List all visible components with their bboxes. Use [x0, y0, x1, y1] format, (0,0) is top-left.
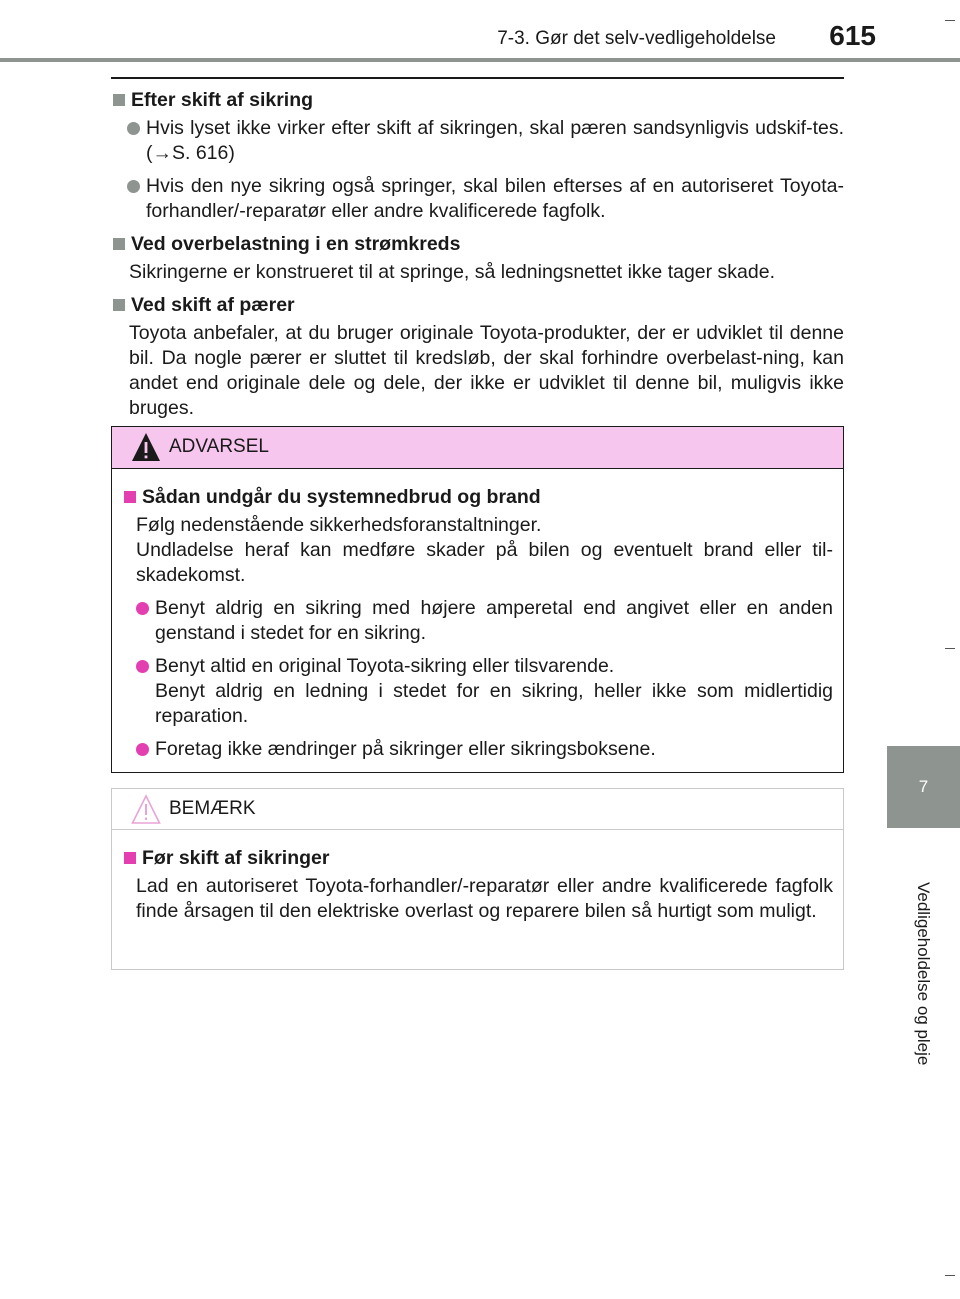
section-heading: Ved skift af pærer [111, 293, 844, 317]
round-bullet-icon [136, 660, 149, 673]
content-top-rule [111, 77, 844, 79]
header-section-title: 7-3. Gør det selv-vedligeholdelse [497, 28, 776, 49]
warning-label: ADVARSEL [169, 436, 269, 457]
crop-mark [945, 20, 955, 21]
warning-text: Undladelse heraf kan medføre skader på bilen og eventuelt brand eller til-skadekomst. [136, 539, 833, 586]
chapter-label: Vedligeholdelse og pleje [914, 882, 933, 1066]
round-bullet-icon [136, 743, 149, 756]
note-heading: Før skift af sikringer [122, 846, 833, 870]
note-body [112, 830, 843, 924]
list-item: Benyt aldrig en sikring med højere amperetal end angivet eller en anden genstand i stedet for en sikring. [136, 596, 833, 646]
note-box [111, 788, 844, 970]
list-item: Foretag ikke ændringer på sikringer eller sikringsboksene. [136, 737, 833, 762]
main-content [111, 88, 844, 429]
warning-text: Følg nedenstående sikkerhedsforanstaltninger. [136, 514, 542, 536]
list-item: Hvis den nye sikring også springer, skal bilen efterses af en autoriseret Toyota-forhandler/-reparatør eller andre kvalificerede fagfolk. [127, 174, 844, 224]
round-bullet-icon [127, 122, 140, 135]
section-heading: Ved overbelastning i en strømkreds [111, 232, 844, 256]
square-bullet-icon [113, 238, 125, 250]
square-bullet-icon [124, 491, 136, 503]
warning-body [112, 469, 843, 762]
chapter-tab[interactable] [887, 746, 960, 828]
note-label: BEMÆRK [169, 798, 256, 819]
section-text: Toyota anbefaler, at du bruger originale Toyota-produkter, der er udviklet til denne bil. Da nogle pærer er sluttet til kredsløb, der skal forhindre overbelast-ning, kan andet end originale dele og dele, der ikke er udviklet til denne bil, muligvis ikke bruges. [129, 322, 844, 419]
list-item: Hvis lyset ikke virker efter skift af sikringen, skal pæren sandsynligvis udskif-tes. (→S. 616) [127, 116, 844, 166]
header-bar [0, 58, 960, 62]
crop-mark [945, 1275, 955, 1276]
warning-box [111, 426, 844, 773]
warning-header [112, 427, 843, 469]
caution-triangle-outline-icon [130, 791, 162, 827]
crop-mark [945, 648, 955, 649]
warning-triangle-icon [130, 429, 162, 465]
square-bullet-icon [124, 852, 136, 864]
warning-heading: Sådan undgår du systemnedbrud og brand [122, 485, 833, 509]
list-item: Benyt altid en original Toyota-sikring eller tilsvarende. Benyt aldrig en ledning i stedet for en sikring, heller ikke som midlertidig reparation. [136, 654, 833, 729]
page-number: 615 [829, 20, 876, 51]
chapter-number: 7 [918, 777, 929, 796]
note-header [112, 789, 843, 830]
round-bullet-icon [136, 602, 149, 615]
section-text: Sikringerne er konstrueret til at springe, så ledningsnettet ikke tager skade. [129, 261, 776, 283]
square-bullet-icon [113, 299, 125, 311]
round-bullet-icon [127, 180, 140, 193]
section-heading: Efter skift af sikring [111, 88, 844, 112]
square-bullet-icon [113, 94, 125, 106]
note-text: Lad en autoriseret Toyota-forhandler/-reparatør eller andre kvalificerede fagfolk finde årsagen til den elektriske overlast og reparere bilen så hurtigt som muligt. [136, 875, 833, 922]
